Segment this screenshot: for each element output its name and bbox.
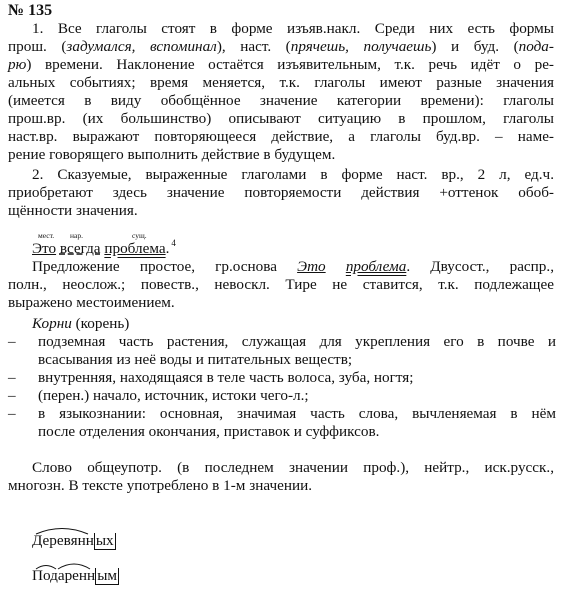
dash-marker: –	[8, 387, 16, 404]
meaning-1-line-2: всасывания из неё воды и питательных веществ;	[38, 351, 353, 368]
p3-line-1: Предложение простое, гр.основа Это проблема. Двусост., распр.,	[32, 258, 554, 275]
dash-marker: –	[8, 405, 16, 422]
predicate-word: проблема	[104, 240, 166, 257]
korni-heading: Корни (корень)	[32, 315, 130, 332]
parsed-sentence: Это всегда проблема. $^4$	[32, 238, 176, 257]
p3-line-2: полн., неослож.; повеств., невоскл. Тире не ставится, т.к. подлежащее	[8, 276, 554, 293]
p1-line-2: прош. (задумался, вспоминал), наст. (прячешь, получаешь) и буд. (пода-	[8, 38, 554, 55]
meaning-1-line-1: подземная часть растения, служащая для укрепления его в почве и	[38, 333, 556, 350]
dash-marker: –	[8, 333, 16, 350]
dash-marker: –	[8, 369, 16, 386]
analysis-type-superscript: 4	[171, 238, 176, 248]
p1-line-7: наст.вр. выражают повторяющееся действие, а глаголы буд.вр. – наме-	[8, 128, 554, 145]
morph-ending-box: ым	[97, 567, 118, 584]
meaning-3: (перен.) начало, источник, истоки чего-л.;	[38, 387, 309, 404]
p3-line-3: выражено местоимением.	[8, 294, 175, 311]
subject-word: Это	[32, 240, 57, 257]
p4-line-2: многозн. В тексте употреблено в 1-м значении.	[8, 477, 313, 494]
meaning-4-line-1: в языкознании: основная, значимая часть слова, вычленяемая в нём	[38, 405, 556, 422]
meaning-2: внутренняя, находящаяся в теле часть волоса, зуба, ногтя;	[38, 369, 414, 386]
p1-line-6: прош.вр. (их большинство) описывают ситуацию в прошлом, глаголы	[8, 110, 554, 127]
p1-line-1: 1. Все глаголы стоят в форме изъяв.накл. Среди них есть формы	[32, 20, 554, 37]
meaning-4-line-2: после отделения окончания, приставок и суффиксов.	[38, 423, 380, 440]
p1-line-4: альных событиях; время меняется, т.к. глаголы имеют разные значения	[8, 74, 554, 91]
p2-line-3: щённости значения.	[8, 202, 138, 219]
morph-ending-box: ых	[95, 532, 114, 549]
p1-line-3: рю) времени. Наклонение остаётся изъявительным, т.к. речь идёт о ре-	[8, 56, 554, 73]
morph-stem: Подаренн	[32, 567, 96, 584]
pos-label-adverb: нар.	[70, 231, 83, 240]
p1-line-8: рение говорящего выполнить действие в будущем.	[8, 146, 336, 163]
pos-label-noun: сущ.	[132, 231, 147, 240]
p2-line-1: 2. Сказуемые, выраженные глаголами в форме наст. вр., 2 л, ед.ч.	[32, 166, 554, 183]
morph-stem: Деревянн	[32, 532, 94, 549]
morph-word-1	[32, 532, 116, 550]
exercise-number: № 135	[8, 2, 53, 19]
p4-line-1: Слово общеупотр. (в последнем значении проф.), нейтр., иск.русск.,	[32, 459, 554, 476]
p2-line-2: приобретают здесь значение повторяемости действия +оттенок обоб-	[8, 184, 554, 201]
adverb-word: всегда	[59, 240, 101, 257]
morph-word-2	[32, 567, 119, 585]
pos-label-pronoun: мест.	[38, 231, 55, 240]
p1-line-5: (имеется в виду обобщённое значение категории времени): глаголы	[8, 92, 554, 109]
